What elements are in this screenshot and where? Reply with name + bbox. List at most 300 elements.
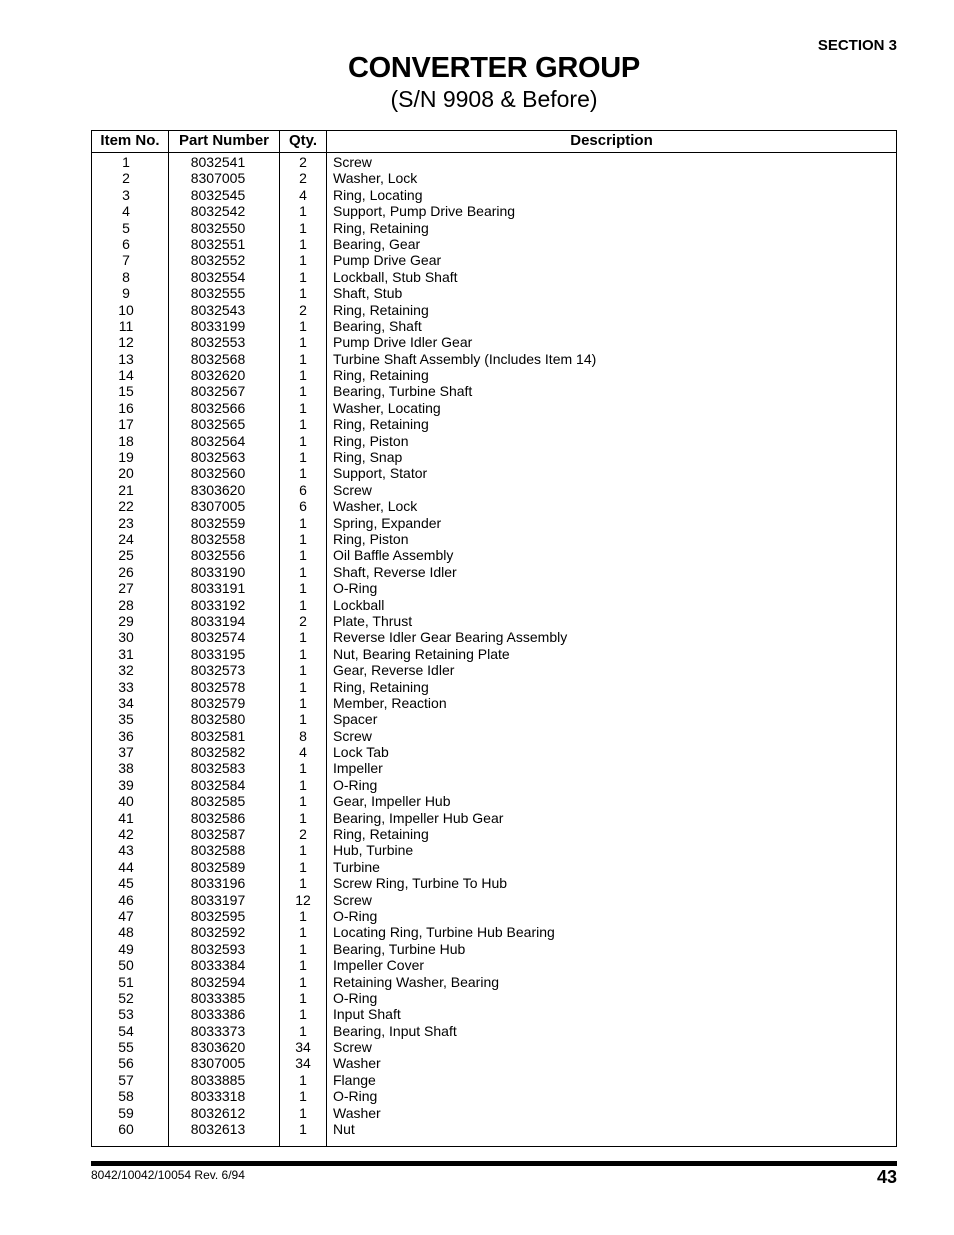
table-row — [92, 269, 896, 285]
table-row — [92, 892, 896, 908]
part-number-cell: 8032579 — [190, 694, 246, 711]
item-number-cell: 53 — [118, 1006, 134, 1023]
part-number-cell: 8307005 — [190, 498, 246, 515]
table-row — [92, 515, 896, 531]
description-cell: Lockball, Stub Shaft — [333, 268, 458, 285]
document-reference: 8042/10042/10054 Rev. 6/94 — [91, 1168, 245, 1182]
quantity-cell: 1 — [299, 662, 307, 679]
item-number-cell: 26 — [118, 563, 134, 580]
part-number-cell: 8032620 — [190, 367, 246, 384]
description-cell: Lock Tab — [333, 744, 389, 761]
quantity-cell: 1 — [299, 416, 307, 433]
quantity-cell: 1 — [299, 1071, 307, 1088]
item-number-cell: 52 — [118, 989, 134, 1006]
table-row — [92, 1088, 896, 1104]
part-number-cell: 8032558 — [190, 530, 246, 547]
table-row — [92, 465, 896, 481]
part-number-cell: 8032574 — [190, 629, 246, 646]
quantity-cell: 2 — [299, 612, 307, 629]
part-number-cell: 8032588 — [190, 842, 246, 859]
table-row — [92, 334, 896, 350]
table-row — [92, 302, 896, 318]
description-cell: Ring, Retaining — [333, 678, 429, 695]
item-number-cell: 42 — [118, 826, 134, 843]
quantity-cell: 1 — [299, 678, 307, 695]
description-cell: Impeller Cover — [333, 957, 425, 974]
quantity-cell: 1 — [299, 629, 307, 646]
description-cell: O-Ring — [333, 1088, 378, 1105]
part-number-cell: 8033199 — [190, 317, 246, 334]
part-number-cell: 8033192 — [190, 596, 246, 613]
description-cell: Gear, Reverse Idler — [333, 662, 455, 679]
description-cell: Shaft, Reverse Idler — [333, 563, 457, 580]
table-row — [92, 1039, 896, 1055]
description-cell: Washer, Lock — [333, 170, 418, 187]
quantity-cell: 1 — [299, 645, 307, 662]
table-row — [92, 1055, 896, 1071]
item-number-cell: 19 — [118, 449, 134, 466]
item-number-cell: 33 — [118, 678, 134, 695]
quantity-cell: 1 — [299, 449, 307, 466]
part-number-cell: 8032582 — [190, 744, 246, 761]
item-number-cell: 2 — [122, 170, 130, 187]
part-number-cell: 8032595 — [190, 907, 246, 924]
item-number-cell: 41 — [118, 809, 134, 826]
item-number-cell: 57 — [118, 1071, 134, 1088]
table-row — [92, 629, 896, 645]
description-cell: Bearing, Gear — [333, 235, 421, 252]
description-cell: Pump Drive Idler Gear — [333, 334, 473, 351]
description-cell: Shaft, Stub — [333, 285, 403, 302]
item-number-cell: 13 — [118, 350, 134, 367]
item-number-cell: 20 — [118, 465, 134, 482]
part-number-cell: 8032550 — [190, 219, 246, 236]
item-number-cell: 60 — [118, 1121, 134, 1138]
footer-rule — [91, 1161, 897, 1166]
part-number-cell: 8033194 — [190, 612, 246, 629]
description-cell: Screw Ring, Turbine To Hub — [333, 875, 508, 892]
part-number-cell: 8032567 — [190, 383, 246, 400]
part-number-cell: 8033386 — [190, 1006, 246, 1023]
item-number-cell: 39 — [118, 776, 134, 793]
part-number-cell: 8032565 — [190, 416, 246, 433]
table-row — [92, 547, 896, 563]
description-cell: Washer, Lock — [333, 498, 418, 515]
item-number-cell: 34 — [118, 694, 134, 711]
quantity-cell: 2 — [299, 170, 307, 187]
description-cell: Ring, Retaining — [333, 416, 429, 433]
table-row — [92, 1121, 896, 1137]
item-number-cell: 30 — [118, 629, 134, 646]
item-number-cell: 28 — [118, 596, 134, 613]
description-cell: Impeller — [333, 760, 383, 777]
description-cell: Ring, Piston — [333, 432, 409, 449]
quantity-cell: 1 — [299, 1121, 307, 1138]
table-row — [92, 597, 896, 613]
item-number-cell: 59 — [118, 1104, 134, 1121]
description-cell: Turbine Shaft Assembly (Includes Item 14) — [333, 350, 597, 367]
table-row — [92, 875, 896, 891]
table-row — [92, 711, 896, 727]
item-number-cell: 50 — [118, 957, 134, 974]
description-cell: Washer, Locating — [333, 399, 441, 416]
table-row — [92, 383, 896, 399]
table-row — [92, 531, 896, 547]
part-number-cell: 8033195 — [190, 645, 246, 662]
part-number-cell: 8032583 — [190, 760, 246, 777]
quantity-cell: 1 — [299, 1104, 307, 1121]
part-number-cell: 8033191 — [190, 580, 246, 597]
item-number-cell: 1 — [122, 154, 130, 170]
description-cell: Lockball — [333, 596, 385, 613]
description-cell: Retaining Washer, Bearing — [333, 973, 500, 990]
item-number-cell: 32 — [118, 662, 134, 679]
part-number-cell: 8032613 — [190, 1121, 246, 1138]
item-number-cell: 31 — [118, 645, 134, 662]
item-number-cell: 21 — [118, 481, 134, 498]
quantity-cell: 12 — [295, 891, 311, 908]
quantity-cell: 1 — [299, 1006, 307, 1023]
part-number-cell: 8032543 — [190, 301, 246, 318]
item-number-cell: 58 — [118, 1088, 134, 1105]
quantity-cell: 1 — [299, 973, 307, 990]
quantity-cell: 1 — [299, 530, 307, 547]
part-number-cell: 8032580 — [190, 711, 246, 728]
quantity-cell: 1 — [299, 235, 307, 252]
description-cell: Ring, Retaining — [333, 301, 429, 318]
table-row — [92, 285, 896, 301]
table-row — [92, 351, 896, 367]
table-row — [92, 367, 896, 383]
quantity-cell: 4 — [299, 186, 307, 203]
table-row — [92, 1023, 896, 1039]
part-number-cell: 8032560 — [190, 465, 246, 482]
quantity-cell: 2 — [299, 154, 307, 170]
quantity-cell: 1 — [299, 367, 307, 384]
quantity-cell: 1 — [299, 842, 307, 859]
table-row — [92, 924, 896, 940]
header-divider — [92, 152, 896, 153]
item-number-cell: 14 — [118, 367, 134, 384]
part-number-cell: 8032555 — [190, 285, 246, 302]
table-row — [92, 679, 896, 695]
item-number-cell: 8 — [122, 268, 130, 285]
item-number-cell: 25 — [118, 547, 134, 564]
part-number-cell: 8032587 — [190, 826, 246, 843]
page-title: CONVERTER GROUP — [348, 52, 640, 84]
description-cell: Screw — [333, 154, 372, 170]
part-number-cell: 8303620 — [190, 481, 246, 498]
table-row — [92, 842, 896, 858]
quantity-cell: 1 — [299, 776, 307, 793]
description-cell: Bearing, Shaft — [333, 317, 422, 334]
quantity-cell: 34 — [295, 1055, 311, 1072]
part-number-cell: 8032566 — [190, 399, 246, 416]
part-number-cell: 8032541 — [190, 154, 246, 170]
part-number-cell: 8032552 — [190, 252, 246, 269]
table-row — [92, 400, 896, 416]
item-number-cell: 15 — [118, 383, 134, 400]
description-cell: Turbine — [333, 858, 380, 875]
table-row — [92, 908, 896, 924]
part-number-cell: 8032568 — [190, 350, 246, 367]
item-number-cell: 22 — [118, 498, 134, 515]
quantity-cell: 1 — [299, 760, 307, 777]
part-number-cell: 8033190 — [190, 563, 246, 580]
description-cell: O-Ring — [333, 989, 378, 1006]
description-cell: Flange — [333, 1071, 376, 1088]
part-number-cell: 8307005 — [190, 170, 246, 187]
description-cell: Plate, Thrust — [333, 612, 413, 629]
page-subtitle: (S/N 9908 & Before) — [390, 86, 598, 112]
description-cell: Ring, Retaining — [333, 826, 429, 843]
table-row — [92, 154, 896, 170]
description-cell: Screw — [333, 1039, 372, 1056]
quantity-cell: 1 — [299, 793, 307, 810]
item-number-cell: 38 — [118, 760, 134, 777]
item-number-cell: 40 — [118, 793, 134, 810]
table-row — [92, 728, 896, 744]
part-number-cell: 8032589 — [190, 858, 246, 875]
description-cell: O-Ring — [333, 907, 378, 924]
description-cell: Bearing, Turbine Shaft — [333, 383, 473, 400]
quantity-cell: 1 — [299, 875, 307, 892]
table-row — [92, 859, 896, 875]
part-number-cell: 8303620 — [190, 1039, 246, 1056]
description-cell: Input Shaft — [333, 1006, 401, 1023]
part-number-cell: 8032593 — [190, 940, 246, 957]
table-row — [92, 990, 896, 1006]
quantity-cell: 1 — [299, 563, 307, 580]
page-number: 43 — [876, 1167, 897, 1187]
description-cell: Reverse Idler Gear Bearing Assembly — [333, 629, 568, 646]
item-number-cell: 35 — [118, 711, 134, 728]
item-number-cell: 43 — [118, 842, 134, 859]
description-cell: Ring, Retaining — [333, 219, 429, 236]
quantity-cell: 2 — [299, 301, 307, 318]
header-item-no: Item No. — [100, 132, 160, 149]
table-row — [92, 974, 896, 990]
description-cell: Ring, Piston — [333, 530, 409, 547]
description-cell: Washer — [333, 1104, 381, 1121]
table-row — [92, 1006, 896, 1022]
quantity-cell: 1 — [299, 907, 307, 924]
quantity-cell: 1 — [299, 809, 307, 826]
description-cell: Spring, Expander — [333, 514, 442, 531]
item-number-cell: 18 — [118, 432, 134, 449]
part-number-cell: 8033196 — [190, 875, 246, 892]
part-number-cell: 8032592 — [190, 924, 246, 941]
quantity-cell: 1 — [299, 957, 307, 974]
quantity-cell: 2 — [299, 826, 307, 843]
description-cell: Bearing, Impeller Hub Gear — [333, 809, 504, 826]
description-cell: Screw — [333, 481, 372, 498]
quantity-cell: 1 — [299, 432, 307, 449]
part-number-cell: 8032553 — [190, 334, 246, 351]
part-number-cell: 8033384 — [190, 957, 246, 974]
section-label: SECTION 3 — [817, 37, 897, 54]
quantity-cell: 4 — [299, 744, 307, 761]
part-number-cell: 8032578 — [190, 678, 246, 695]
description-cell: Support, Pump Drive Bearing — [333, 203, 516, 220]
quantity-cell: 1 — [299, 203, 307, 220]
part-number-cell: 8032559 — [190, 514, 246, 531]
table-row — [92, 482, 896, 498]
description-cell: Ring, Retaining — [333, 367, 429, 384]
item-number-cell: 37 — [118, 744, 134, 761]
part-number-cell: 8032545 — [190, 186, 246, 203]
part-number-cell: 8032612 — [190, 1104, 246, 1121]
item-number-cell: 29 — [118, 612, 134, 629]
part-number-cell: 8032542 — [190, 203, 246, 220]
table-row — [92, 1072, 896, 1088]
description-cell: Nut, Bearing Retaining Plate — [333, 645, 510, 662]
description-cell: Screw — [333, 891, 372, 908]
description-cell: Pump Drive Gear — [333, 252, 442, 269]
description-cell: Spacer — [333, 711, 378, 728]
item-number-cell: 6 — [122, 235, 130, 252]
part-number-cell: 8033385 — [190, 989, 246, 1006]
table-row — [92, 777, 896, 793]
table-row — [92, 203, 896, 219]
table-row — [92, 236, 896, 252]
item-number-cell: 4 — [122, 203, 130, 220]
item-number-cell: 17 — [118, 416, 134, 433]
description-cell: Nut — [333, 1121, 355, 1138]
item-number-cell: 23 — [118, 514, 134, 531]
item-number-cell: 3 — [122, 186, 130, 203]
part-number-cell: 8033318 — [190, 1088, 246, 1105]
quantity-cell: 1 — [299, 268, 307, 285]
item-number-cell: 47 — [118, 907, 134, 924]
quantity-cell: 1 — [299, 317, 307, 334]
quantity-cell: 1 — [299, 711, 307, 728]
quantity-cell: 6 — [299, 481, 307, 498]
description-cell: Locating Ring, Turbine Hub Bearing — [333, 924, 555, 941]
table-row — [92, 187, 896, 203]
item-number-cell: 49 — [118, 940, 134, 957]
description-cell: O-Ring — [333, 776, 378, 793]
part-number-cell: 8032564 — [190, 432, 246, 449]
description-cell: Support, Stator — [333, 465, 428, 482]
quantity-cell: 1 — [299, 547, 307, 564]
table-row — [92, 252, 896, 268]
parts-table — [91, 130, 897, 1147]
quantity-cell: 1 — [299, 989, 307, 1006]
quantity-cell: 1 — [299, 465, 307, 482]
part-number-cell: 8032584 — [190, 776, 246, 793]
description-cell: Bearing, Turbine Hub — [333, 940, 466, 957]
item-number-cell: 51 — [118, 973, 134, 990]
quantity-cell: 1 — [299, 580, 307, 597]
quantity-cell: 1 — [299, 252, 307, 269]
part-number-cell: 8033373 — [190, 1022, 246, 1039]
item-number-cell: 55 — [118, 1039, 134, 1056]
part-number-cell: 8033885 — [190, 1071, 246, 1088]
item-number-cell: 36 — [118, 727, 134, 744]
item-number-cell: 46 — [118, 891, 134, 908]
part-number-cell: 8032563 — [190, 449, 246, 466]
table-row — [92, 646, 896, 662]
table-row — [92, 416, 896, 432]
quantity-cell: 1 — [299, 940, 307, 957]
quantity-cell: 6 — [299, 498, 307, 515]
table-body — [92, 154, 896, 1137]
item-number-cell: 56 — [118, 1055, 134, 1072]
description-cell: Ring, Locating — [333, 186, 423, 203]
item-number-cell: 48 — [118, 924, 134, 941]
header-qty: Qty. — [288, 132, 318, 149]
table-row — [92, 1105, 896, 1121]
quantity-cell: 1 — [299, 596, 307, 613]
table-row — [92, 564, 896, 580]
table-row — [92, 662, 896, 678]
table-row — [92, 580, 896, 596]
description-cell: Bearing, Input Shaft — [333, 1022, 457, 1039]
quantity-cell: 1 — [299, 383, 307, 400]
table-row — [92, 318, 896, 334]
quantity-cell: 34 — [295, 1039, 311, 1056]
quantity-cell: 1 — [299, 858, 307, 875]
part-number-cell: 8033197 — [190, 891, 246, 908]
table-row — [92, 957, 896, 973]
table-row — [92, 449, 896, 465]
table-row — [92, 170, 896, 186]
description-cell: Gear, Impeller Hub — [333, 793, 451, 810]
quantity-cell: 1 — [299, 334, 307, 351]
quantity-cell: 1 — [299, 285, 307, 302]
table-row — [92, 793, 896, 809]
description-cell: Hub, Turbine — [333, 842, 414, 859]
item-number-cell: 16 — [118, 399, 134, 416]
quantity-cell: 1 — [299, 219, 307, 236]
quantity-cell: 1 — [299, 350, 307, 367]
item-number-cell: 9 — [122, 285, 130, 302]
table-row — [92, 810, 896, 826]
table-row — [92, 433, 896, 449]
item-number-cell: 12 — [118, 334, 134, 351]
table-row — [92, 941, 896, 957]
item-number-cell: 11 — [118, 317, 134, 334]
part-number-cell: 8032585 — [190, 793, 246, 810]
item-number-cell: 24 — [118, 530, 134, 547]
description-cell: Member, Reaction — [333, 694, 447, 711]
item-number-cell: 44 — [118, 858, 134, 875]
table-row — [92, 760, 896, 776]
item-number-cell: 45 — [118, 875, 134, 892]
description-cell: O-Ring — [333, 580, 378, 597]
quantity-cell: 1 — [299, 1088, 307, 1105]
description-cell: Screw — [333, 727, 372, 744]
item-number-cell: 27 — [118, 580, 134, 597]
quantity-cell: 1 — [299, 399, 307, 416]
quantity-cell: 1 — [299, 514, 307, 531]
table-row — [92, 826, 896, 842]
quantity-cell: 1 — [299, 924, 307, 941]
item-number-cell: 5 — [122, 219, 130, 236]
part-number-cell: 8032581 — [190, 727, 246, 744]
quantity-cell: 1 — [299, 694, 307, 711]
header-part-number: Part Number — [178, 132, 270, 149]
part-number-cell: 8032554 — [190, 268, 246, 285]
part-number-cell: 8032551 — [190, 235, 246, 252]
header-description: Description — [570, 132, 653, 149]
part-number-cell: 8307005 — [190, 1055, 246, 1072]
item-number-cell: 7 — [122, 252, 130, 269]
description-cell: Ring, Snap — [333, 449, 403, 466]
table-row — [92, 498, 896, 514]
description-cell: Washer — [333, 1055, 381, 1072]
